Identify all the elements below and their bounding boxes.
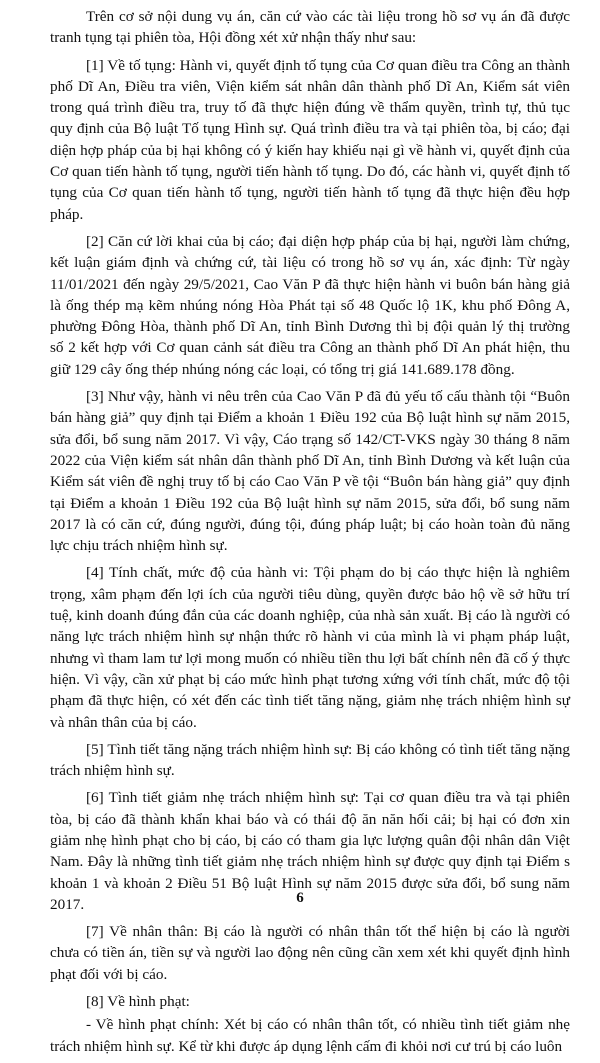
paragraph-penalty-heading: [8] Về hình phạt:	[86, 993, 190, 1011]
intro-paragraph: Trên cơ sở nội dung vụ án, căn cứ vào các tài liệu trong hồ sơ vụ án đã được tranh tụng tại phiên tòa, Hội đồng xét xử nhận thấy như sau:	[50, 8, 570, 47]
paragraph-main-penalty: - Về hình phạt chính: Xét bị cáo có nhân thân tốt, có nhiều tình tiết giảm nhẹ trách nhiệm hình sự. Kể từ khi được áp dụng lệnh cấm đi khỏi nơi cư trú bị cáo luôn	[50, 1016, 570, 1055]
paragraph-background: [7] Về nhân thân: Bị cáo là người có nhân thân tốt thể hiện bị cáo là người chưa có tiền án, tiền sự và người lao động nên cũng cần xem xét khi quyết định hình phạt đối với bị cáo.	[50, 923, 570, 983]
page-number: 6	[296, 890, 304, 906]
paragraph-procedure: [1] Về tố tụng: Hành vi, quyết định tố tụng của Cơ quan điều tra Công an thành phố Dĩ An, Điều tra viên, Viện kiểm sát nhân dân thành phố Dĩ An, Kiểm sát viên trong quá trình điều tra, truy tố đã thực hiện đúng về thẩm quyền, trình tự, thủ tục quy định của Bộ luật Tố tụng Hình sự. Quá trình điều tra và tại phiên tòa, bị cáo; đại diện hợp pháp của bị hại không có ý kiến hay khiếu nại gì về hành vi, quyết định của Cơ quan tiến hành tố tụng, người tiến hành tố tụng. Do đó, các hành vi, quyết định tố tụng của Cơ quan tiến hành tố tụng, người tiến hành tố tụng đã thực hiện đều hợp pháp.	[50, 56, 570, 223]
paragraph-charge: [3] Như vậy, hành vi nêu trên của Cao Văn P đã đủ yếu tố cấu thành tội “Buôn bán hàng giả” quy định tại Điểm a khoản 1 Điều 192 của Bộ luật hình sự năm 2015, sửa đổi, bổ sung năm 2017. Vì vậy, Cáo trạng số 142/CT-VKS ngày 30 tháng 8 năm 2022 của Viện kiểm sát nhân dân thành phố Dĩ An, tỉnh Bình Dương và kết luận của Kiểm sát viên đề nghị truy tố bị cáo Cao Văn P về tội “Buôn bán hàng giả” quy định tại Điểm a khoản 1 Điều 192 của Bộ luật hình sự năm 2015, sửa đổi, bổ sung năm 2017 là có căn cứ, đúng người, đúng tội, đúng pháp luật; bị cáo hoàn toàn đủ năng lực chịu trách nhiệm hình sự.	[50, 388, 570, 555]
paragraph-aggravating: [5] Tình tiết tăng nặng trách nhiệm hình sự: Bị cáo không có tình tiết tăng nặng trách nhiệm hình sự.	[50, 740, 570, 780]
paragraph-evidence: [2] Căn cứ lời khai của bị cáo; đại diện hợp pháp của bị hại, người làm chứng, kết luận giám định và chứng cứ, tài liệu có trong hồ sơ vụ án, xác định: Từ ngày 11/01/2021 đến ngày 29/5/2021, Cao Văn P đã thực hiện hành vi buôn bán hàng giả là ống thép mạ kẽm nhúng nóng Hòa Phát tại số 48 Quốc lộ 1K, khu phố Đông A, phường Đông Hòa, thành phố Dĩ An, tỉnh Bình Dương thì bị đội quản lý thị trường số 2 kết hợp với Cơ quan cảnh sát điều tra Công an thành phố Dĩ An phát hiện, thu giữ 129 cây ống thép nhúng nóng các loại, có tổng trị giá 141.689.178 đồng.	[50, 232, 570, 378]
paragraph-nature-of-act: [4] Tính chất, mức độ của hành vi: Tội phạm do bị cáo thực hiện là nghiêm trọng, xâm phạm đến lợi ích của người tiêu dùng, quyền được bảo hộ về sở hữu trí tuệ, kinh doanh đúng đắn của các doanh nghiệp, của nhà sản xuất. Bị cáo là người có năng lực trách nhiệm hình sự nhận thức rõ hành vi của mình là vi phạm pháp luật, nhưng vì tham lam tư lợi mong muốn có nhiều tiền thu lợi bất chính nên đã cố ý thực hiện. Vì vậy, cần xử phạt bị cáo mức hình phạt tương xứng với tính chất, mức độ tội phạm đã thực hiện, có xét đến các tình tiết tăng nặng, giảm nhẹ trách nhiệm hình sự và nhân thân của bị cáo.	[50, 564, 570, 731]
paragraph-mitigating: [6] Tình tiết giảm nhẹ trách nhiệm hình sự: Tại cơ quan điều tra và tại phiên tòa, bị cáo đã thành khẩn khai báo và có thái độ ăn năn hối cải; bị hại có đơn xin giảm nhẹ hình phạt cho bị cáo, bị cáo có tham gia lực lượng quân đội nhân dân Việt Nam. Đây là những tình tiết giảm nhẹ trách nhiệm hình sự được quy định tại Điểm s khoản 1 và khoản 2 Điều 51 Bộ luật Hình sự năm 2015 được sửa đổi, bổ sung năm 2017.	[50, 789, 570, 913]
